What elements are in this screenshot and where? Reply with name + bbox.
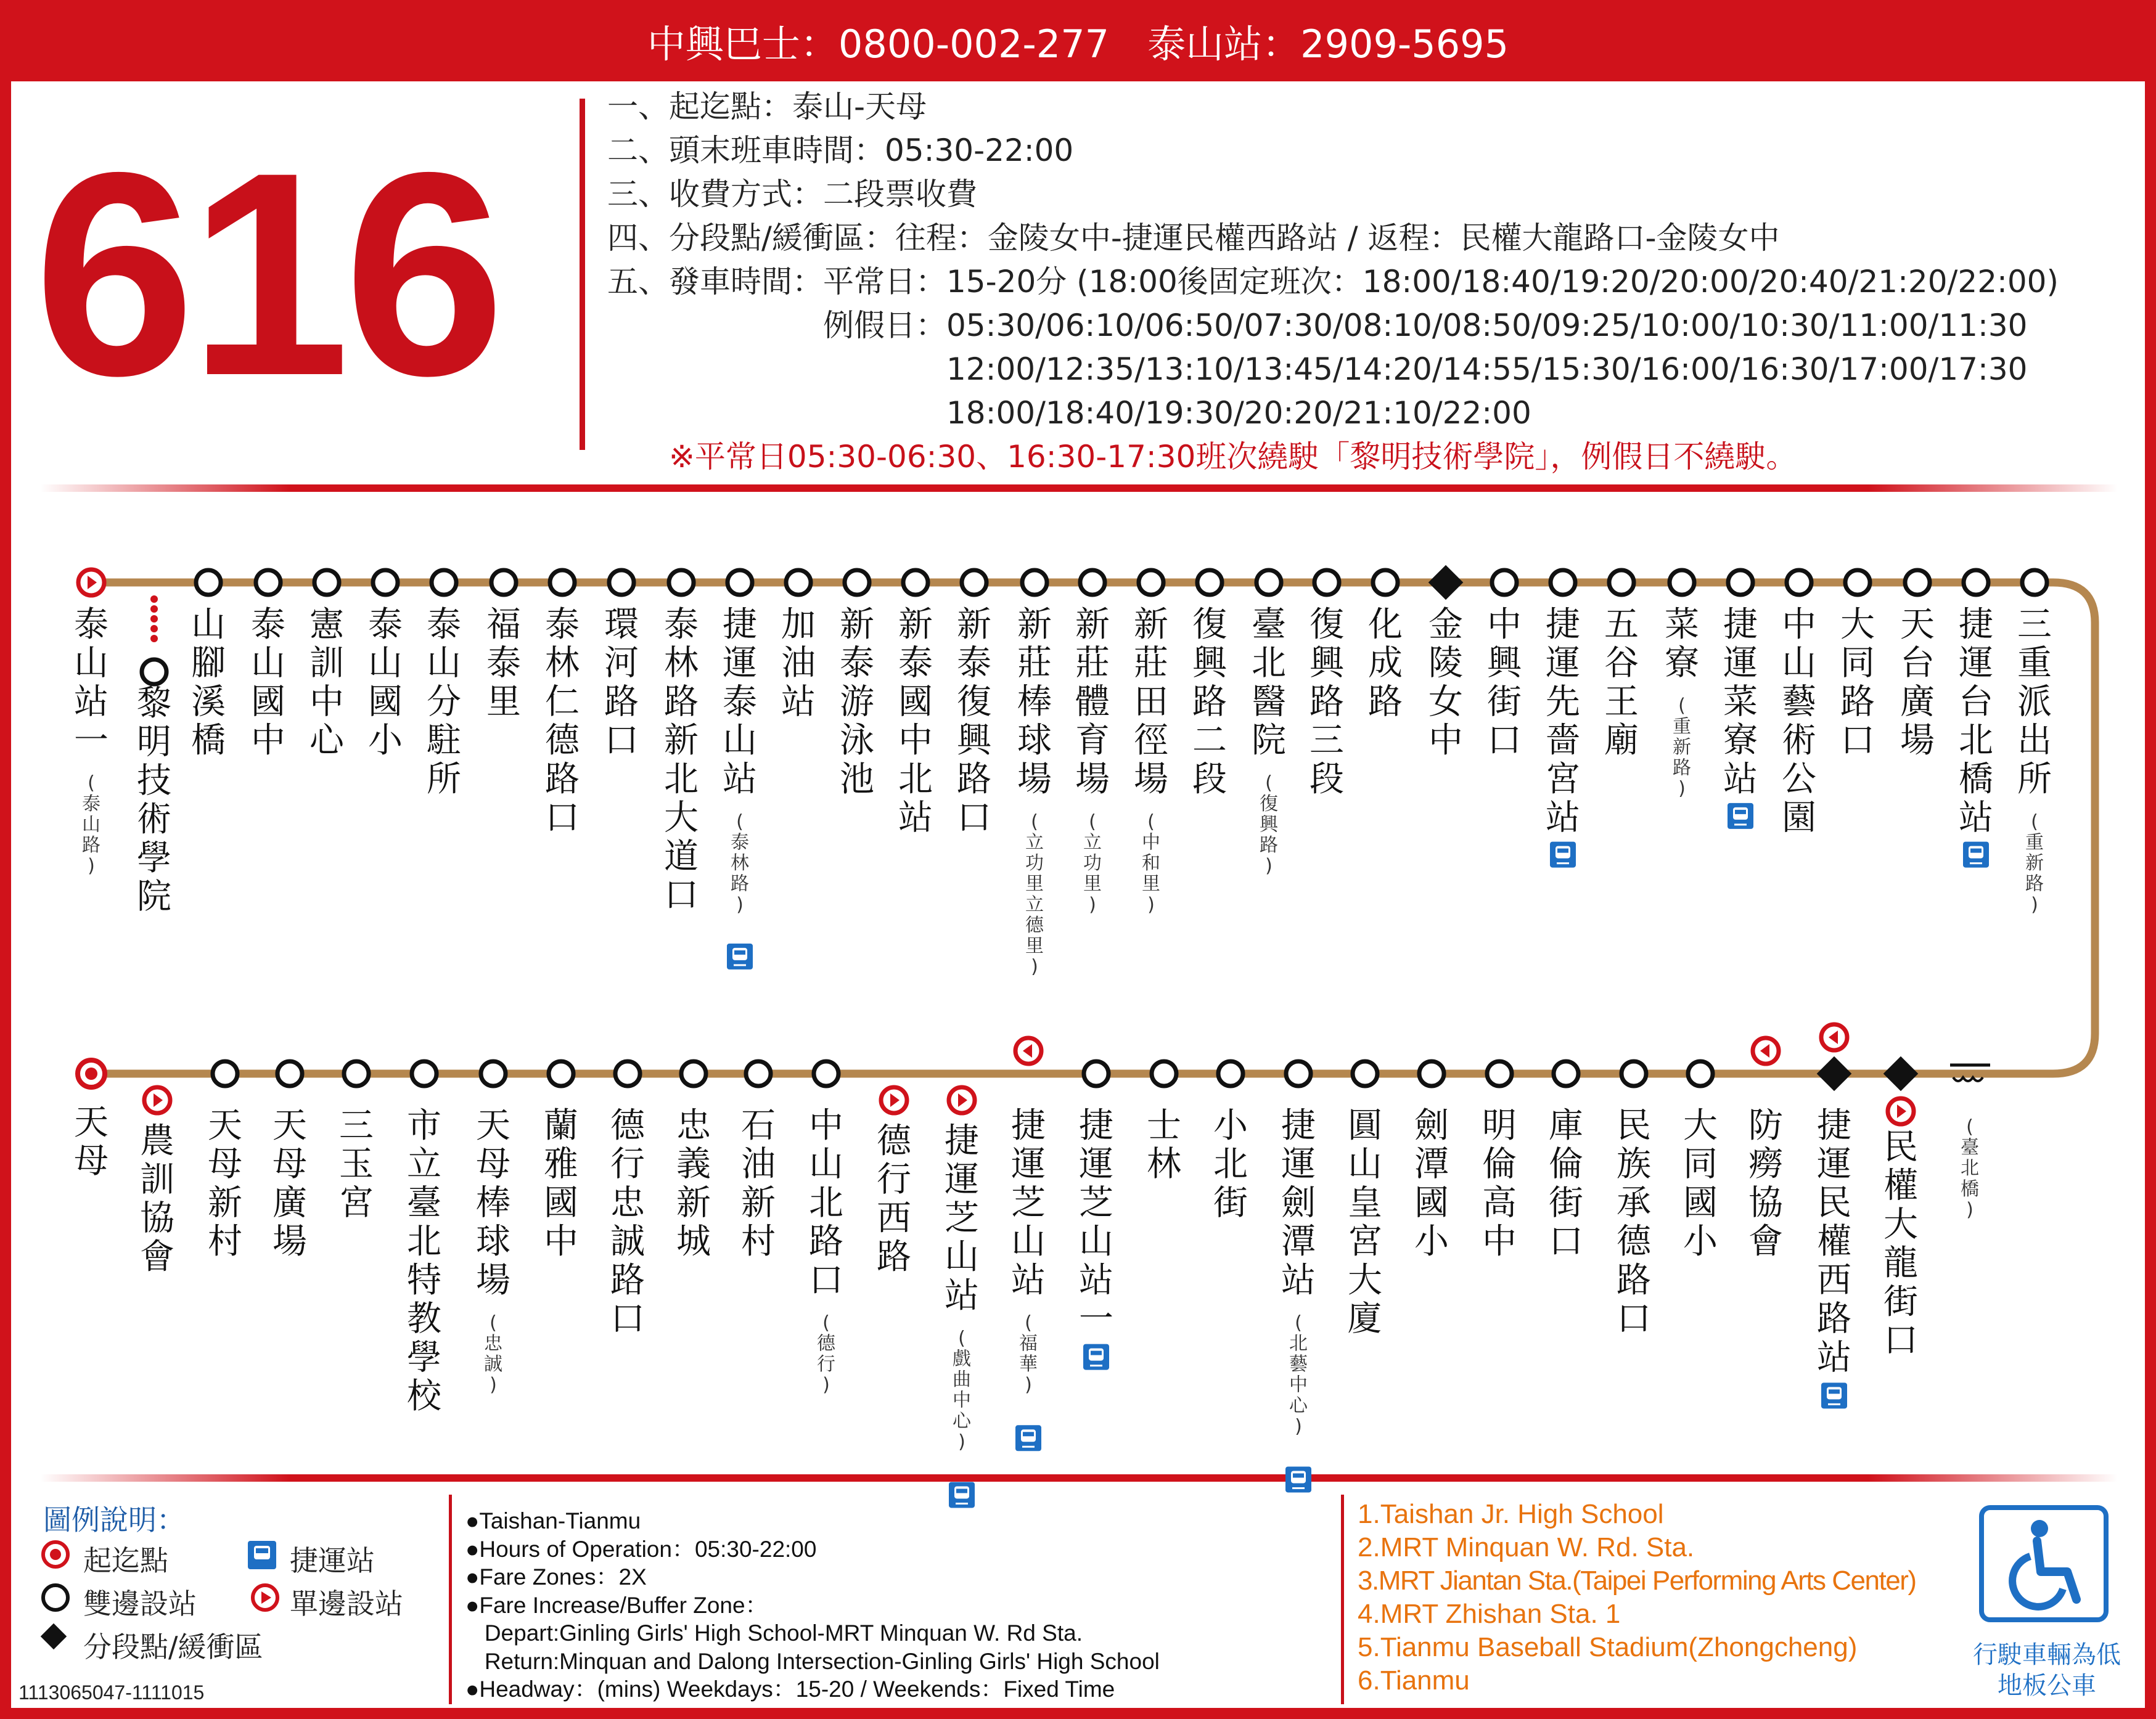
stop-name: 中山北路口 — [809, 1106, 843, 1300]
stop-circle — [903, 570, 928, 595]
stop-circle — [1084, 1061, 1109, 1086]
en-line: ●Fare Zones：2X — [465, 1564, 647, 1590]
stop-name: 新泰國中北站 — [898, 605, 933, 838]
en-line: ●Hours of Operation：05:30-22:00 — [465, 1536, 817, 1562]
info-line: 12:00/12:35/13:10/13:45/14:20/14:55/15:30/16:00/16:30/17:00/17:30 — [607, 351, 2028, 387]
wheelchair-icon — [1979, 1505, 2109, 1622]
stop-name: 大同國小 — [1683, 1106, 1718, 1262]
stop-name: 黎明技術學院 — [137, 684, 171, 917]
stop-sub-name: (忠誠) — [484, 1312, 502, 1396]
stop-circle — [1152, 1061, 1176, 1086]
stop-circle — [412, 1061, 437, 1086]
stop-circle — [481, 1061, 506, 1086]
stop-sub-name: (福華) — [1019, 1312, 1038, 1396]
bridge-wave — [1953, 1077, 1983, 1081]
stop-circle — [1492, 570, 1517, 595]
stop-sub-name: (泰山路) — [82, 772, 100, 877]
stop-name: 泰山站一 — [74, 605, 109, 761]
stop-name: 天母新村 — [208, 1106, 242, 1262]
stop-name: 泰林路新北大道口 — [664, 605, 699, 916]
stop-name: 捷運民權西路站 — [1817, 1106, 1851, 1378]
stop-name: 憲訓中心 — [309, 605, 344, 761]
stop-name: 新莊田徑場 — [1134, 605, 1168, 799]
stop-circle — [256, 570, 281, 595]
legend-divider-2 — [1341, 1495, 1344, 1704]
stop-circle — [962, 570, 986, 595]
stop-circle — [615, 1061, 640, 1086]
stop-circle — [1964, 570, 1988, 595]
stop-circle — [373, 570, 398, 595]
en-line: ●Taishan-Tianmu — [465, 1508, 641, 1533]
info-line: 二、頭末班車時間：05:30-22:00 — [607, 133, 1074, 168]
stop-name: 復興路三段 — [1310, 605, 1344, 799]
fare-point-icon — [1428, 565, 1464, 600]
stop-circle — [213, 1061, 237, 1086]
stop-circle — [196, 570, 221, 595]
info-line: 一、起迄點：泰山-天母 — [607, 89, 927, 125]
one-way-marker — [1888, 1098, 1914, 1124]
stop-name: 三重派出所 — [2017, 605, 2052, 799]
stop-name: 泰林仁德路口 — [545, 605, 580, 838]
stop-name: 泰山國小 — [368, 605, 403, 761]
stop-sub-name: (泰林路) — [731, 811, 749, 916]
stop-name: 捷運劍潭站 — [1281, 1106, 1316, 1300]
stop-circle — [2022, 570, 2047, 595]
stop-name: 新泰復興路口 — [957, 605, 991, 838]
english-stop-names — [1358, 1498, 1916, 1697]
detour-dot — [150, 635, 158, 642]
stop-name: 小北街 — [1213, 1106, 1248, 1223]
stop-sub-name: (立功里) — [1083, 811, 1102, 916]
stop-name: 劍潭國小 — [1414, 1106, 1449, 1262]
stop-name: 新莊體育場 — [1075, 605, 1110, 799]
stop-name: 泰山分駐所 — [427, 605, 461, 799]
en-line: ●Fare Increase/Buffer Zone： — [465, 1592, 768, 1618]
stop-circle — [1621, 1061, 1646, 1086]
stop-circle — [1728, 570, 1753, 595]
stop-circle — [1845, 570, 1870, 595]
mrt-station-icon — [1550, 842, 1576, 868]
stop-name: 民權大龍街口 — [1883, 1127, 1918, 1361]
mrt-station-icon — [949, 1482, 975, 1508]
stop-circle — [786, 570, 811, 595]
stop-circle — [1554, 1061, 1578, 1086]
stop-circle — [1197, 570, 1222, 595]
stop-circle — [344, 1061, 369, 1086]
one-way-marker — [1015, 1038, 1041, 1064]
stop-sub-name: (戲曲中心) — [953, 1327, 971, 1453]
stop-circle — [1353, 1061, 1377, 1086]
stop-name: 新泰游泳池 — [840, 605, 874, 799]
stop-circle — [728, 570, 752, 595]
detour-stop-icon — [142, 659, 166, 684]
stop-name: 福泰里 — [486, 605, 521, 722]
mrt-station-icon — [1963, 842, 1989, 868]
stop-name: 山腳溪橋 — [191, 605, 226, 761]
one-way-marker — [881, 1087, 907, 1113]
stop-name: 三玉宮 — [339, 1106, 374, 1223]
both-side-icon — [43, 1585, 68, 1610]
stop-sub-name: (復興路) — [1260, 772, 1278, 877]
mrt-station-icon — [1015, 1425, 1041, 1451]
stop-circle — [1487, 1061, 1512, 1086]
detour-note: ※平常日05:30-06:30、16:30-17:30班次繞駛「黎明技術學院」，例假日不繞駛。 — [669, 439, 1797, 475]
en-line: Depart:Ginling Girls' High School-MRT Minquan W. Rd Sta. — [465, 1620, 1083, 1646]
mrt-station-icon — [1083, 1344, 1109, 1370]
stop-sub-name: (重新路) — [2025, 811, 2044, 916]
legend-fare: 分段點/緩衝區 — [83, 1630, 263, 1664]
legend-one-way: 單邊設站 — [290, 1587, 403, 1620]
stop-circle — [681, 1061, 706, 1086]
stop-circle — [491, 570, 516, 595]
stop-circle — [609, 570, 634, 595]
stop-name: 中山藝術公園 — [1782, 605, 1816, 838]
stop-name: 中興街口 — [1487, 605, 1522, 761]
stop-name: 捷運台北橋站 — [1959, 605, 1993, 838]
detour-dot — [150, 595, 158, 603]
fare-point-icon — [41, 1623, 67, 1649]
stop-circle — [814, 1061, 838, 1086]
mrt-station-icon — [1728, 803, 1753, 829]
detour-dot — [150, 625, 158, 632]
one-way-marker — [949, 1087, 975, 1113]
info-line: 例假日：05:30/06:10/06:50/07:30/08:10/08:50/09:25/10:00/10:30/11:00/11:30 — [607, 308, 2028, 343]
legend-title: 圖例說明： — [43, 1503, 185, 1537]
stop-name: 捷運先嗇宮站 — [1546, 605, 1580, 838]
stop-circle — [1670, 570, 1694, 595]
stop-name: 大同路口 — [1840, 605, 1875, 761]
stop-circle — [277, 1061, 302, 1086]
stop-name: 新莊棒球場 — [1017, 605, 1052, 799]
en-stop: 6.Tianmu — [1358, 1665, 1470, 1696]
info-line: 四、分段點/緩衝區：往程：金陵女中-捷運民權西路站 / 返程：民權大龍路口-金陵女中 — [607, 220, 1780, 256]
route-number: 616 — [34, 112, 499, 436]
stop-name: 環河路口 — [604, 605, 639, 761]
stop-circle — [1905, 570, 1930, 595]
en-stop: 5.Tianmu Baseball Stadium(Zhongcheng) — [1358, 1632, 1858, 1662]
stop-name: 天台廣場 — [1900, 605, 1935, 761]
stop-name: 捷運泰山站 — [723, 605, 757, 799]
en-stop: 3.MRT Jiantan Sta.(Taipei Performing Arts Center) — [1358, 1566, 1916, 1596]
legend-terminal: 起迄點 — [83, 1544, 168, 1577]
stop-name: 金陵女中 — [1428, 605, 1463, 761]
stop-name: 農訓協會 — [140, 1121, 174, 1278]
stop-name: 蘭雅國中 — [544, 1106, 578, 1262]
serial-number: 1113065047-1111015 — [18, 1681, 205, 1704]
stop-name: 市立臺北特教學校 — [407, 1106, 441, 1417]
stop-name: 泰山國中 — [251, 605, 285, 761]
stop-name: 捷運芝山站 — [1011, 1106, 1046, 1300]
stop-circle — [845, 570, 869, 595]
stop-name: 民族承德路口 — [1617, 1106, 1651, 1339]
stop-circle — [314, 570, 339, 595]
detour-dot — [150, 615, 158, 623]
stop-circle — [432, 570, 456, 595]
stop-circle — [1080, 570, 1105, 595]
stop-circle — [1373, 570, 1398, 595]
detour-dot — [150, 605, 158, 613]
stop-circle — [1218, 1061, 1243, 1086]
one-way-marker — [1821, 1024, 1847, 1050]
stop-circle — [746, 1061, 771, 1086]
stop-sub-name: (立功里立德里) — [1025, 811, 1044, 978]
stop-name: 捷運芝山站 — [945, 1121, 979, 1316]
stop-circle — [1139, 570, 1163, 595]
stop-sub-name: (德行) — [817, 1312, 835, 1396]
en-stop: 4.MRT Zhishan Sta. 1 — [1358, 1599, 1621, 1629]
mrt-station-icon — [1821, 1382, 1847, 1408]
stop-name: 化成路 — [1368, 605, 1403, 722]
origin-stop-icon — [78, 570, 104, 595]
legend-mrt: 捷運站 — [290, 1544, 375, 1577]
en-line: Return:Minquan and Dalong Intersection-Ginling Girls' High School — [465, 1648, 1160, 1674]
one-way-marker — [144, 1087, 170, 1113]
terminal-stop-dot — [85, 1068, 97, 1080]
stop-circle — [1419, 1061, 1444, 1086]
legend-divider-1 — [449, 1495, 452, 1704]
stop-circle — [1609, 570, 1634, 595]
english-info — [465, 1507, 1160, 1704]
stop-name: 圓山皇宮大廈 — [1348, 1106, 1382, 1339]
stop-name: 忠義新城 — [676, 1106, 711, 1262]
stop-circle — [549, 1061, 573, 1086]
stop-name: 庫倫街口 — [1549, 1106, 1583, 1262]
stop-name: 德行忠誠路口 — [610, 1106, 645, 1339]
stop-name: 防癆協會 — [1748, 1106, 1783, 1262]
stop-circle — [1286, 1061, 1311, 1086]
en-line: ●Headway：(mins) Weekdays：15-20 / Weekends：Fixed Time — [465, 1676, 1115, 1702]
header-phone-text: 中興巴士：0800-002-277 泰山站：2909-5695 — [647, 21, 1509, 67]
stop-name: 天母 — [74, 1103, 109, 1182]
stop-sub-name: (北藝中心) — [1289, 1312, 1308, 1437]
mrt-station-icon — [727, 944, 753, 970]
stop-name: 捷運菜寮站 — [1723, 605, 1758, 799]
info-line: 三、收費方式：二段票收費 — [607, 176, 977, 212]
stop-circle — [550, 570, 575, 595]
stop-name: 明倫高中 — [1482, 1106, 1517, 1262]
stop-name: 士林 — [1147, 1106, 1181, 1185]
stop-circle — [669, 570, 694, 595]
fare-point-icon — [1883, 1056, 1919, 1092]
en-stop: 1.Taishan Jr. High School — [1358, 1499, 1664, 1529]
stop-name: 臺北醫院 — [1252, 605, 1286, 761]
stop-circle — [1256, 570, 1281, 595]
stop-sub-name: (重新路) — [1673, 695, 1691, 800]
stop-name: 菜寮 — [1665, 605, 1699, 684]
stop-name: 天母棒球場 — [476, 1106, 510, 1300]
stop-circle — [1688, 1061, 1713, 1086]
mrt-station-icon — [1285, 1466, 1311, 1492]
stop-name: 加油站 — [781, 605, 816, 722]
stop-name: 捷運芝山站一 — [1079, 1106, 1113, 1339]
one-way-marker — [1753, 1038, 1779, 1064]
stop-name: 五谷王廟 — [1604, 605, 1639, 761]
stop-circle — [1551, 570, 1575, 595]
stop-circle — [1314, 570, 1339, 595]
stop-circle — [1022, 570, 1047, 595]
stop-sub-name: (中和里) — [1142, 811, 1160, 916]
legend-both: 雙邊設站 — [83, 1587, 197, 1620]
info-line: 五、發車時間：平常日：15-20分 (18:00後固定班次：18:00/18:40/19:20/20:00/20:40/21:20/22:00) — [607, 264, 2059, 300]
fare-point-icon — [1817, 1056, 1852, 1092]
stop-name: 復興路二段 — [1192, 605, 1227, 799]
stop-circle — [1787, 570, 1811, 595]
stop-name: 石油新村 — [741, 1106, 776, 1262]
stop-name: 天母廣場 — [273, 1106, 307, 1262]
bridge-label: (臺北橋) — [1961, 1116, 1979, 1221]
low-floor-bus-label: 行駛車輛為低地板公車 — [1973, 1641, 2121, 1700]
info-line: 18:00/18:40/19:30/20:20/21:10/22:00 — [607, 395, 1531, 431]
en-stop: 2.MRT Minquan W. Rd. Sta. — [1358, 1532, 1695, 1562]
stop-name: 德行西路 — [877, 1121, 911, 1278]
